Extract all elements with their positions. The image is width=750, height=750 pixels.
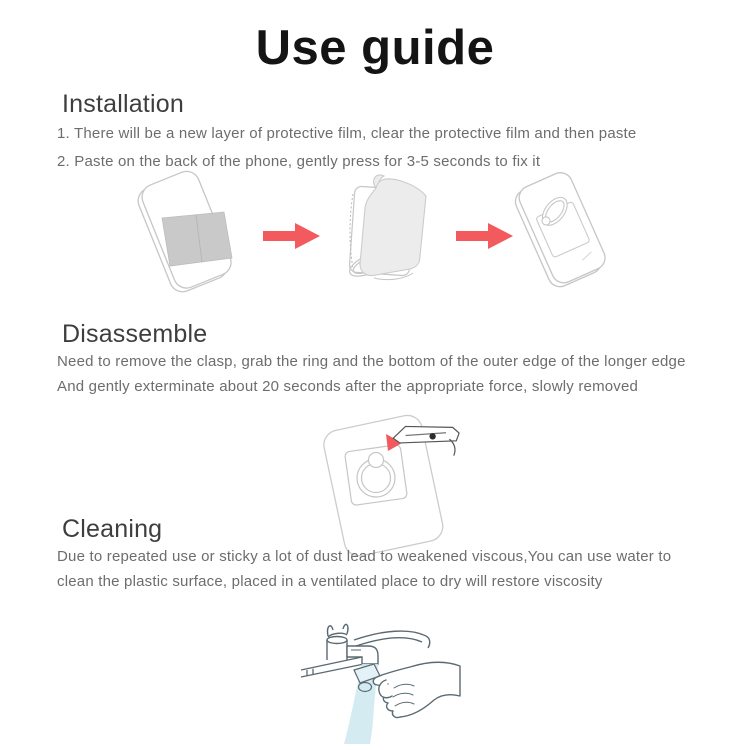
installation-step-2: 2. Paste on the back of the phone, gently press for 3-5 seconds to fix it [57,153,541,170]
disassemble-illustration [316,410,462,522]
page-title: Use guide [255,21,495,75]
rinse-under-faucet-illustration [298,610,463,748]
disassemble-heading: Disassemble [62,320,208,348]
cleaning-line-2: clean the plastic surface, placed in a ventilated place to dry will restore viscosity [57,573,603,590]
sink-edge [301,657,364,677]
installation-heading: Installation [62,90,184,118]
ring-knob [369,453,384,468]
installation-step-1: 1. There will be a new layer of protective film, clear the protective film and then paste [57,125,637,142]
disassemble-line-2: And gently exterminate about 20 seconds after the appropriate force, slowly removed [57,378,639,395]
right-arrow-icon [456,221,514,251]
phone-with-film-illustration [126,172,241,290]
faucet [327,624,378,664]
protective-film [162,212,232,266]
right-arrow-icon [263,221,321,251]
phone-with-ring-illustration [512,172,616,288]
disassemble-line-1: Need to remove the clasp, grab the ring and the bottom of the outer edge of the longer edge [57,353,686,370]
cleaning-heading: Cleaning [62,515,163,543]
hand [373,662,460,717]
cleaning-line-1: Due to repeated use or sticky a lot of dust lead to weakened viscous,You can use water to [57,548,672,565]
holder-peel-film-illustration [340,172,438,288]
